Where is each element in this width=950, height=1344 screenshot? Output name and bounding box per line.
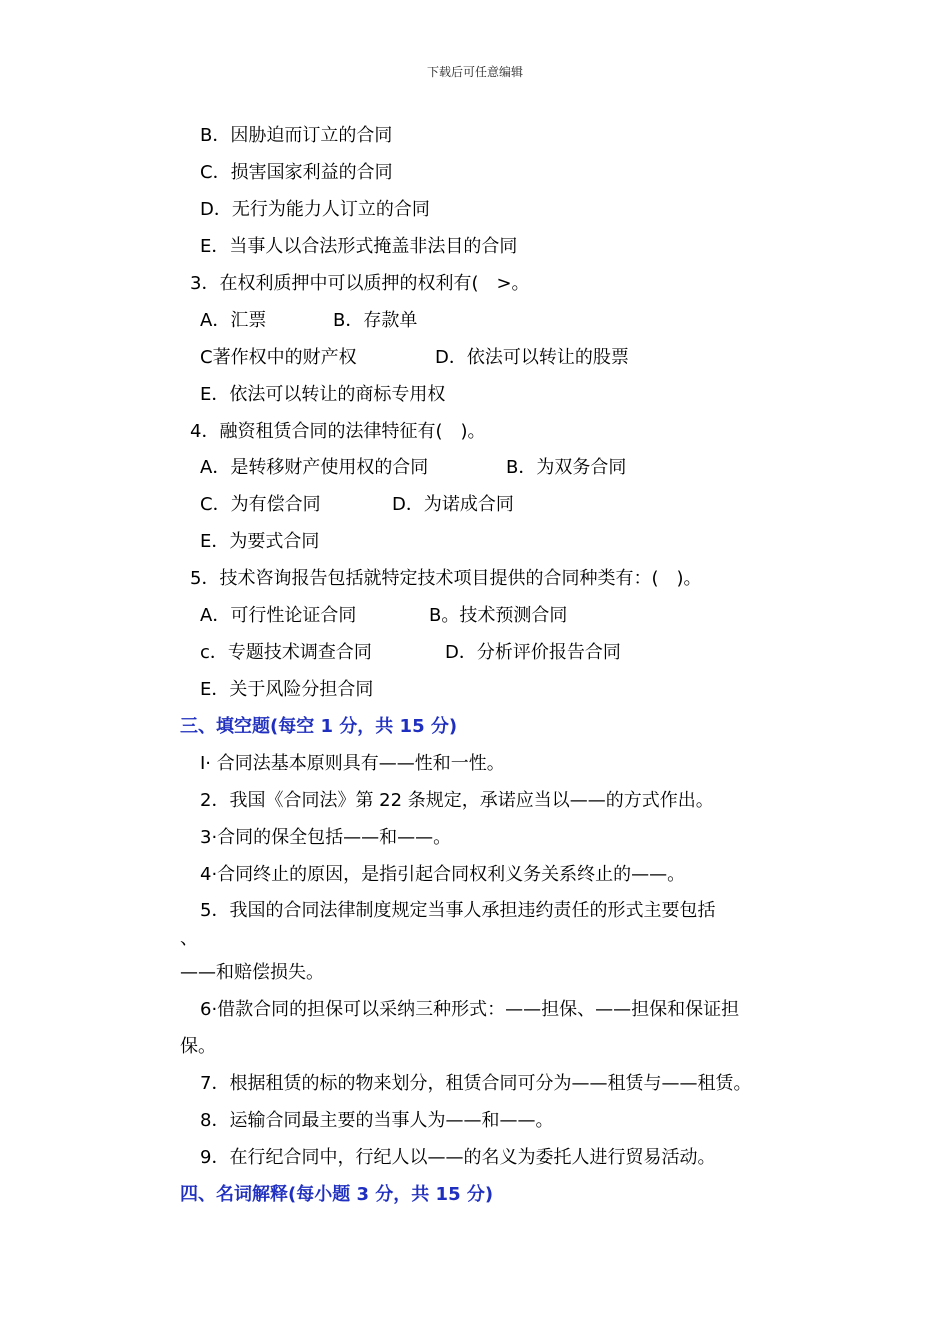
fill-blank-9: 9．在行纪合同中，行纪人以——的名义为委托人进行贸易活动。 (200, 1147, 716, 1168)
fill-blank-4: 4·合同终止的原因，是指引起合同权利义务关系终止的——。 (200, 864, 686, 885)
option-d-incapacity: D．无行为能力人订立的合同 (200, 199, 430, 220)
q4-option-b: B．为双务合同 (506, 457, 627, 478)
fill-blank-6: 6·借款合同的担保可以采纳三种形式：——担保、——担保和保证担 (200, 999, 740, 1020)
page-header-note: 下载后可任意编辑 (426, 65, 523, 79)
fill-blank-5-continued: ——和赔偿损失。 (180, 962, 324, 983)
q3-option-d: D．依法可以转让的股票 (435, 347, 629, 368)
q5-option-row-1 (200, 604, 568, 628)
section-3-heading: 三、填空题(每空 1 分，共 15 分) (180, 716, 458, 737)
fill-blank-5: 5．我国的合同法律制度规定当事人承担违约责任的形式主要包括 (200, 900, 716, 921)
question-5: 5．技术咨询报告包括就特定技术项目提供的合同种类有：( )。 (190, 568, 702, 589)
q3-option-row-2 (200, 346, 629, 370)
q3-option-c: C著作权中的财产权 (200, 347, 357, 368)
section-4-heading: 四、名词解释(每小题 3 分，共 15 分) (180, 1184, 494, 1205)
q5-option-a: A．可行性论证合同 (200, 605, 357, 626)
fill-blank-5-separator: 、 (180, 928, 198, 949)
q3-option-a: A．汇票 (200, 310, 267, 331)
option-b-coercion: B．因胁迫而订立的合同 (200, 125, 393, 146)
q5-option-e: E．关于风险分担合同 (200, 679, 374, 700)
q4-option-c: C．为有偿合同 (200, 494, 321, 515)
q5-option-b: B。技术预测合同 (429, 605, 568, 626)
q3-option-e: E．依法可以转让的商标专用权 (200, 384, 446, 405)
option-e-illegal-purpose: E．当事人以合法形式掩盖非法目的合同 (200, 236, 518, 257)
fill-blank-1: I· 合同法基本原则具有——性和一性。 (200, 753, 505, 774)
q4-option-row-1 (200, 456, 627, 480)
q4-option-e: E．为要式合同 (200, 531, 320, 552)
fill-blank-8: 8．运输合同最主要的当事人为——和——。 (200, 1110, 554, 1131)
q4-option-a: A．是转移财产使用权的合同 (200, 457, 429, 478)
question-3: 3．在权利质押中可以质押的权利有( >。 (190, 273, 530, 294)
q4-option-row-2 (200, 493, 514, 517)
question-4: 4．融资租赁合同的法律特征有( )。 (190, 421, 486, 442)
fill-blank-2: 2．我国《合同法》第 22 条规定，承诺应当以——的方式作出。 (200, 790, 714, 811)
q5-option-row-2 (200, 641, 621, 665)
option-c-state-interest: C．损害国家利益的合同 (200, 162, 393, 183)
q5-option-c: c．专题技术调查合同 (200, 642, 372, 663)
q3-option-b: B．存款单 (333, 310, 418, 331)
q3-option-row-1 (200, 309, 418, 333)
fill-blank-6-continued: 保。 (180, 1036, 216, 1057)
fill-blank-7: 7．根据租赁的标的物来划分，租赁合同可分为——租赁与——租赁。 (200, 1073, 752, 1094)
fill-blank-3: 3·合同的保全包括——和——。 (200, 827, 452, 848)
q4-option-d: D．为诺成合同 (392, 494, 514, 515)
q5-option-d: D．分析评价报告合同 (445, 642, 621, 663)
